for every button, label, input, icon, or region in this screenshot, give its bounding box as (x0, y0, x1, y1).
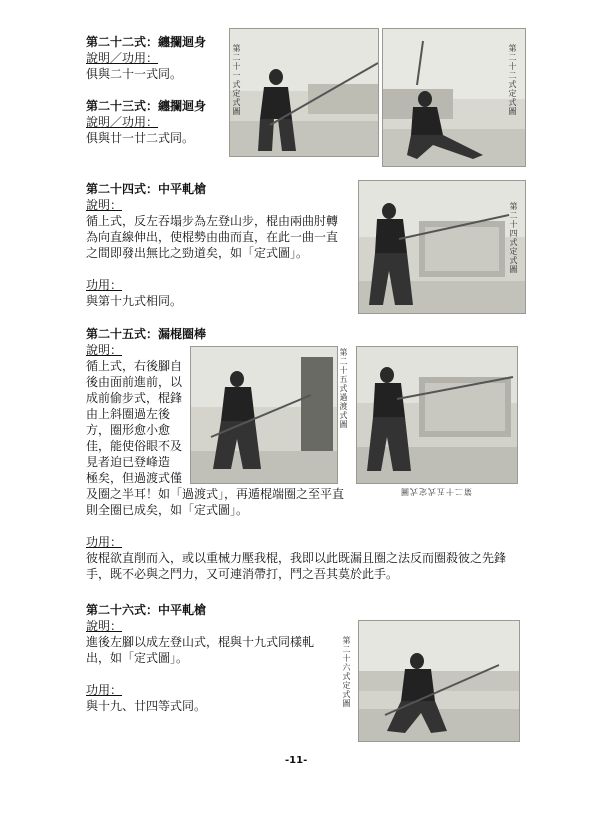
section-24-label: 說明： (86, 198, 123, 212)
section-26-func-text: 與十九、廿四等式同。 (86, 699, 207, 713)
section-24-line-1: 循上式，反左吞塌步為左登山步，棍由兩曲肘轉 (86, 214, 339, 228)
section-22-label: 說明／功用： (86, 51, 159, 65)
section-25-line-2: 後由面前進前，以 (86, 375, 183, 389)
section-26-title: 第二十六式：中平軋槍 (86, 603, 207, 617)
section-26-func-label: 功用： (86, 683, 123, 697)
section-25-label: 說明： (86, 343, 123, 357)
section-23-title: 第二十三式：纏攔迴身 (86, 99, 207, 113)
photo-24-stance (358, 180, 526, 314)
section-25-line-4: 由上斜圈過左後 (86, 407, 171, 421)
section-24-line-3: 之間即發出無比之勁道矣，如「定式圖」。 (86, 246, 309, 260)
section-25-title: 第二十五式：漏棍圈棒 (86, 327, 207, 341)
caption-25-final: 第二十五式定式圖 (400, 487, 472, 496)
section-25-func-line-2: 手，既不必與之鬥力，又可連消帶打，鬥之吾其莫於此手。 (86, 567, 399, 581)
section-25-full-line-2: 則全圈已成矣，如「定式圖」。 (86, 503, 249, 517)
photo-22-stance (382, 28, 526, 167)
caption-22-figure: 第二十二式定式圖 (508, 44, 517, 116)
section-26-line-1: 進後左腳以成左登山式，棍與十九式同樣軋 (86, 635, 315, 649)
photo-25-transition (190, 346, 338, 484)
section-24-func-label: 功用： (86, 278, 123, 292)
photo-26-stance (358, 620, 520, 742)
section-24-title: 第二十四式：中平軋槍 (86, 182, 207, 196)
section-25-line-3: 成前偷步式，棍鋒 (86, 391, 183, 405)
section-25-line-7: 見者迫已登峰造 (86, 455, 171, 469)
page-number: -11- (285, 755, 308, 766)
section-26-line-2: 出，如「定式圖」。 (86, 651, 189, 665)
section-23-label: 說明／功用： (86, 115, 159, 129)
section-23-text: 俱與廿一廿二式同。 (86, 131, 195, 145)
section-25-func-line-1: 彼棍欲直削而入，或以重械力壓我棍，我即以此既漏且圈之法反而圈殺彼之先鋒 (86, 551, 507, 565)
section-25-line-5: 方，圈形愈小愈 (86, 423, 171, 437)
section-22-title: 第二十二式：纏攔迴身 (86, 35, 207, 49)
section-25-func-label: 功用： (86, 535, 123, 549)
caption-24-figure: 第二十四式定式圖 (509, 202, 518, 274)
caption-25-transition: 第二十五式過渡式圖 (339, 348, 348, 429)
section-24-line-2: 為向直線伸出，使棍勢由曲而直，在此一曲一直 (86, 230, 339, 244)
section-26-label: 說明： (86, 619, 123, 633)
section-25-line-8: 極矣，但過渡式僅 (86, 471, 183, 485)
section-24-func-text: 與第十九式相同。 (86, 294, 183, 308)
section-25-full-line-1: 及圈之半耳！如「過渡式」，再遁棍端圈之至平直 (86, 487, 345, 501)
section-25-line-1: 循上式，右後腳自 (86, 359, 183, 373)
photo-25-final (356, 346, 518, 484)
caption-21-figure: 第二十一式定式圖 (232, 44, 241, 116)
section-25-line-6: 佳，能使俗眼不及 (86, 439, 183, 453)
caption-26-figure: 第二十六式定式圖 (342, 636, 351, 708)
photo-21-stance (229, 28, 379, 157)
section-22-text: 俱與二十一式同。 (86, 67, 183, 81)
